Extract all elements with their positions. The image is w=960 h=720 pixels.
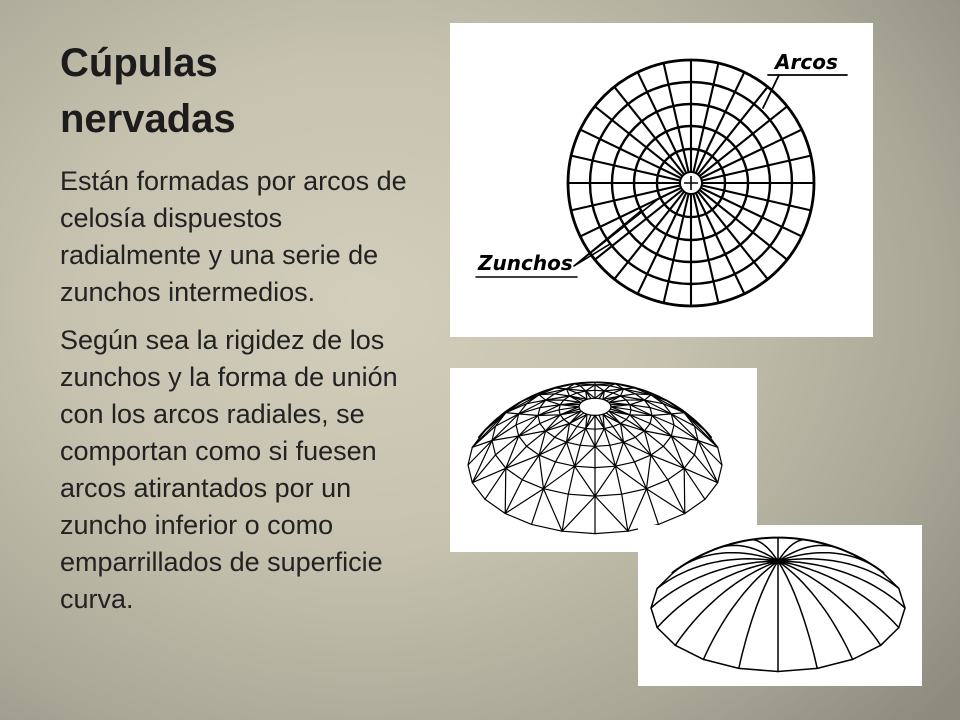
slide-title: Cúpulas nervadas (60, 41, 236, 141)
lattice-dome-figure (450, 368, 757, 552)
body-paragraph-structure: Están formadas por arcos de celosía dispuestos radialmente y una serie de zunchos intermedios. (60, 166, 407, 307)
zunchos-label: Zunchos (478, 251, 573, 275)
ribbed-dome-figure (638, 525, 922, 686)
arcos-label: Arcos (775, 50, 838, 74)
center-hub (680, 172, 702, 194)
plan-view-figure (450, 23, 873, 337)
body-paragraph-behaviour: Según sea la rigidez de los zunchos y la forma de unión con los arcos radiales, se comportan como si fuesen arcos atirantados por un zuncho inferior o como emparrillados de superficie curva. (60, 325, 398, 614)
